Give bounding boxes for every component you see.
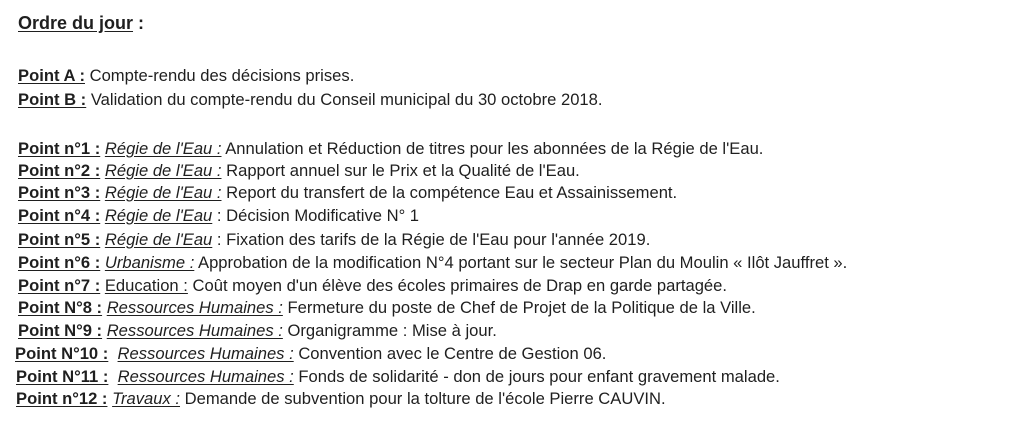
intro-item-a [18, 66, 354, 86]
point-category: Régie de l'Eau : [104, 161, 222, 180]
point-text: Coût moyen d'un élève des écoles primaires de Drap en garde partagée. [187, 276, 727, 295]
point-label: Point n°1 : [18, 139, 101, 158]
point-text: Report du transfert de la compétence Eau et Assainissement. [221, 183, 678, 202]
point-label: Point n°5 : [18, 230, 101, 249]
agenda-item-6 [18, 253, 847, 273]
agenda-heading [18, 13, 144, 34]
point-text: Validation du compte-rendu du Conseil municipal du 30 octobre 2018. [86, 90, 603, 109]
point-text: : Décision Modificative N° 1 [212, 206, 420, 225]
agenda-item-11 [16, 367, 780, 387]
agenda-item-7 [18, 276, 727, 296]
point-label: Point N°8 : [18, 298, 103, 317]
point-text: Fermeture du poste de Chef de Projet de la Politique de la Ville. [282, 298, 756, 317]
agenda-item-8 [18, 298, 756, 318]
agenda-item-3 [18, 183, 677, 203]
agenda-heading-suffix: : [133, 13, 145, 33]
point-label: Point n°3 : [18, 183, 101, 202]
point-category: Urbanisme : [104, 253, 195, 272]
point-category: Education : [104, 276, 188, 295]
agenda-heading-title: Ordre du jour [18, 13, 134, 33]
agenda-item-12 [16, 389, 666, 409]
point-label: Point B : [18, 90, 87, 109]
point-text: Convention avec le Centre de Gestion 06. [293, 344, 607, 363]
point-category: Régie de l'Eau [104, 206, 213, 225]
point-text: Approbation de la modification N°4 portant sur le secteur Plan du Moulin « Ilôt Jauffret ». [194, 253, 848, 272]
point-label: Point N°10 : [15, 344, 109, 363]
point-category: Travaux : [112, 389, 181, 408]
point-text: Compte-rendu des décisions prises. [84, 66, 355, 85]
point-text: Annulation et Réduction de titres pour les abonnées de la Régie de l'Eau. [221, 139, 764, 158]
agenda-item-4 [18, 206, 419, 226]
agenda-item-10 [15, 344, 606, 364]
point-label: Point n°6 : [18, 253, 101, 272]
agenda-item-2 [18, 161, 580, 181]
point-category: Ressources Humaines : [117, 344, 294, 363]
point-category: Régie de l'Eau : [104, 183, 222, 202]
point-text: Organigramme : Mise à jour. [282, 321, 497, 340]
point-category: Ressources Humaines : [106, 298, 283, 317]
point-label: Point n°12 : [16, 389, 108, 408]
intro-item-b [18, 90, 603, 110]
point-label: Point n°4 : [18, 206, 101, 225]
point-category: Régie de l'Eau [104, 230, 213, 249]
agenda-item-5 [18, 230, 650, 250]
point-label: Point n°7 : [18, 276, 101, 295]
point-label: Point N°9 : [18, 321, 103, 340]
point-text: Rapport annuel sur le Prix et la Qualité de l'Eau. [221, 161, 580, 180]
agenda-item-1 [18, 139, 763, 159]
point-category: Ressources Humaines : [106, 321, 283, 340]
point-category: Régie de l'Eau : [104, 139, 222, 158]
agenda-item-9 [18, 321, 497, 341]
point-label: Point A : [18, 66, 85, 85]
point-text: : Fixation des tarifs de la Régie de l'Eau pour l'année 2019. [212, 230, 651, 249]
point-label: Point n°2 : [18, 161, 101, 180]
point-text: Demande de subvention pour la tolture de l'école Pierre CAUVIN. [180, 389, 666, 408]
point-label: Point N°11 : [16, 367, 109, 386]
point-text: Fonds de solidarité - don de jours pour enfant gravement malade. [293, 367, 780, 386]
point-category: Ressources Humaines : [117, 367, 294, 386]
